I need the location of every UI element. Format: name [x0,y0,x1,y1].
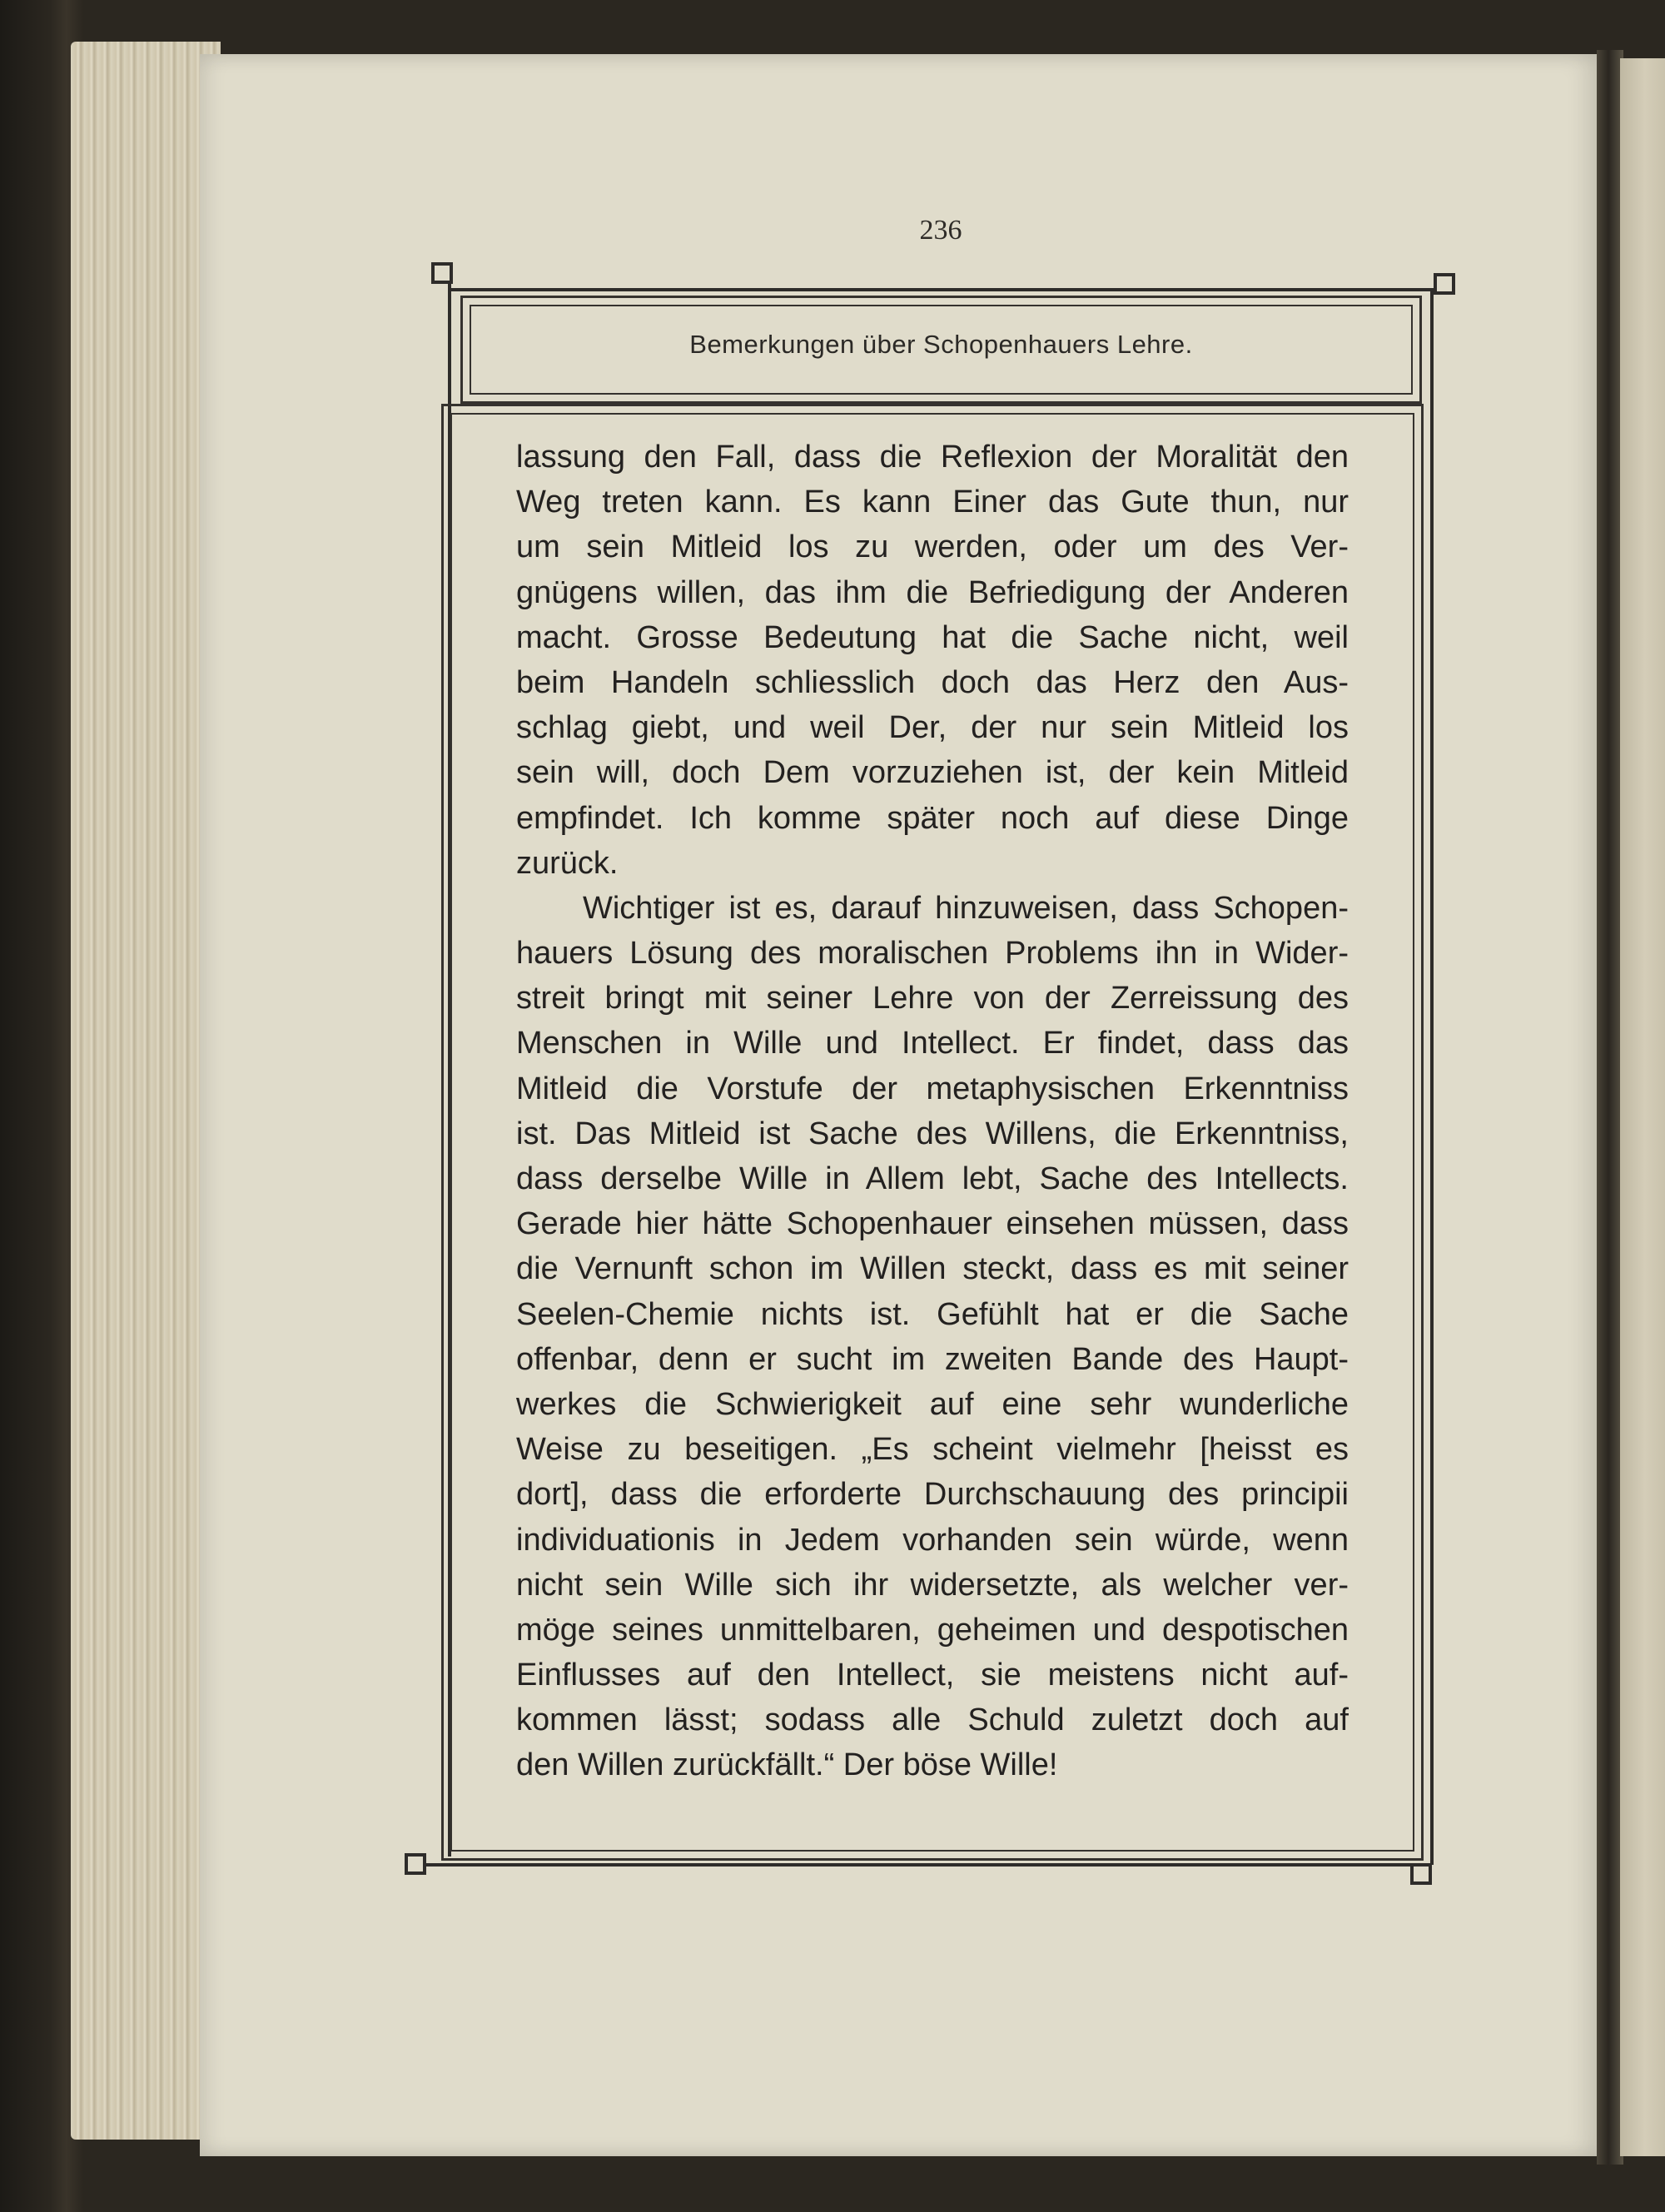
frame-corner-bottom-right [1410,1863,1432,1885]
body-text [516,435,1349,1788]
text-line: werkes die Schwierigkeit auf eine sehr wunderliche [516,1386,1349,1422]
text-line: Menschen in Wille und Intellect. Er findet, dass das [516,1026,1349,1061]
text-line: Einflusses auf den Intellect, sie meistens nicht auf- [516,1658,1349,1693]
text-line: gnügens willen, das ihm die Befriedigung der Anderen [516,574,1349,610]
text-line: individuationis in Jedem vorhanden sein würde, wenn [516,1522,1349,1558]
text-line: Mitleid die Vorstufe der metaphysischen Erkenntniss [516,1071,1349,1106]
text-line: Weg treten kann. Es kann Einer das Gute thun, nur [516,485,1349,520]
text-line: empfindet. Ich komme später noch auf diese Dinge [516,800,1349,836]
text-line: sein will, doch Dem vorzuziehen ist, der kein Mitleid [516,755,1349,791]
text-line: hauers Lösung des moralischen Problems ihn in Wider- [516,936,1349,972]
running-head: Bemerkungen über Schopenhauers Lehre. [689,330,1193,359]
text-line: lassung den Fall, dass die Reflexion der Moralität den [516,440,1349,475]
text-line: offenbar, denn er sucht im zweiten Bande des Haupt- [516,1341,1349,1377]
text-line: den Willen zurückfällt.“ Der böse Wille! [516,1747,1058,1783]
frame-right-line [1430,288,1434,1865]
paragraph [516,435,1349,886]
facing-page-edge [1620,58,1665,2156]
text-line: zurück. [516,845,619,881]
text-line: um sein Mitleid los zu werden, oder um des Ver- [516,529,1349,565]
frame-corner-top-left [431,262,453,284]
text-line: ist. Das Mitleid ist Sache des Willens, die Erkenntniss, [516,1116,1349,1151]
frame-bottom-line [426,1863,1425,1867]
page-number: 236 [919,215,962,246]
paragraph [516,886,1349,1788]
text-line: möge seines unmittelbaren, geheimen und despotischen [516,1612,1349,1648]
text-line: Weise zu beseitigen. „Es scheint vielmehr [heisst es [516,1432,1349,1468]
text-line: macht. Grosse Bedeutung hat die Sache nicht, weil [516,619,1349,655]
text-line: kommen lässt; sodass alle Schuld zuletzt doch auf [516,1702,1349,1738]
frame-top-line [450,288,1440,291]
text-line: streit bringt mit seiner Lehre von der Zerreissung des [516,981,1349,1017]
text-line: schlag giebt, und weil Der, der nur sein Mitleid los [516,710,1349,746]
text-line: dort], dass die erforderte Durchschauung des principii [516,1477,1349,1513]
text-line: Gerade hier hätte Schopenhauer einsehen müssen, dass [516,1206,1349,1242]
text-line: nicht sein Wille sich ihr widersetzte, als welcher ver- [516,1567,1349,1603]
text-line: beim Handeln schliesslich doch das Herz den Aus- [516,664,1349,700]
running-head-box [460,296,1422,404]
page-edges [71,42,221,2140]
text-line: Seelen-Chemie nichts ist. Gefühlt hat er die Sache [516,1296,1349,1332]
text-line: dass derselbe Wille in Allem lebt, Sache des Intellects. [516,1161,1349,1196]
frame-corner-top-right [1434,273,1455,295]
text-line: Wichtiger ist es, darauf hinzuweisen, dass Schopen- [583,890,1349,926]
text-line: die Vernunft schon im Willen steckt, dass es mit seiner [516,1251,1349,1287]
frame-corner-bottom-left [405,1853,426,1875]
